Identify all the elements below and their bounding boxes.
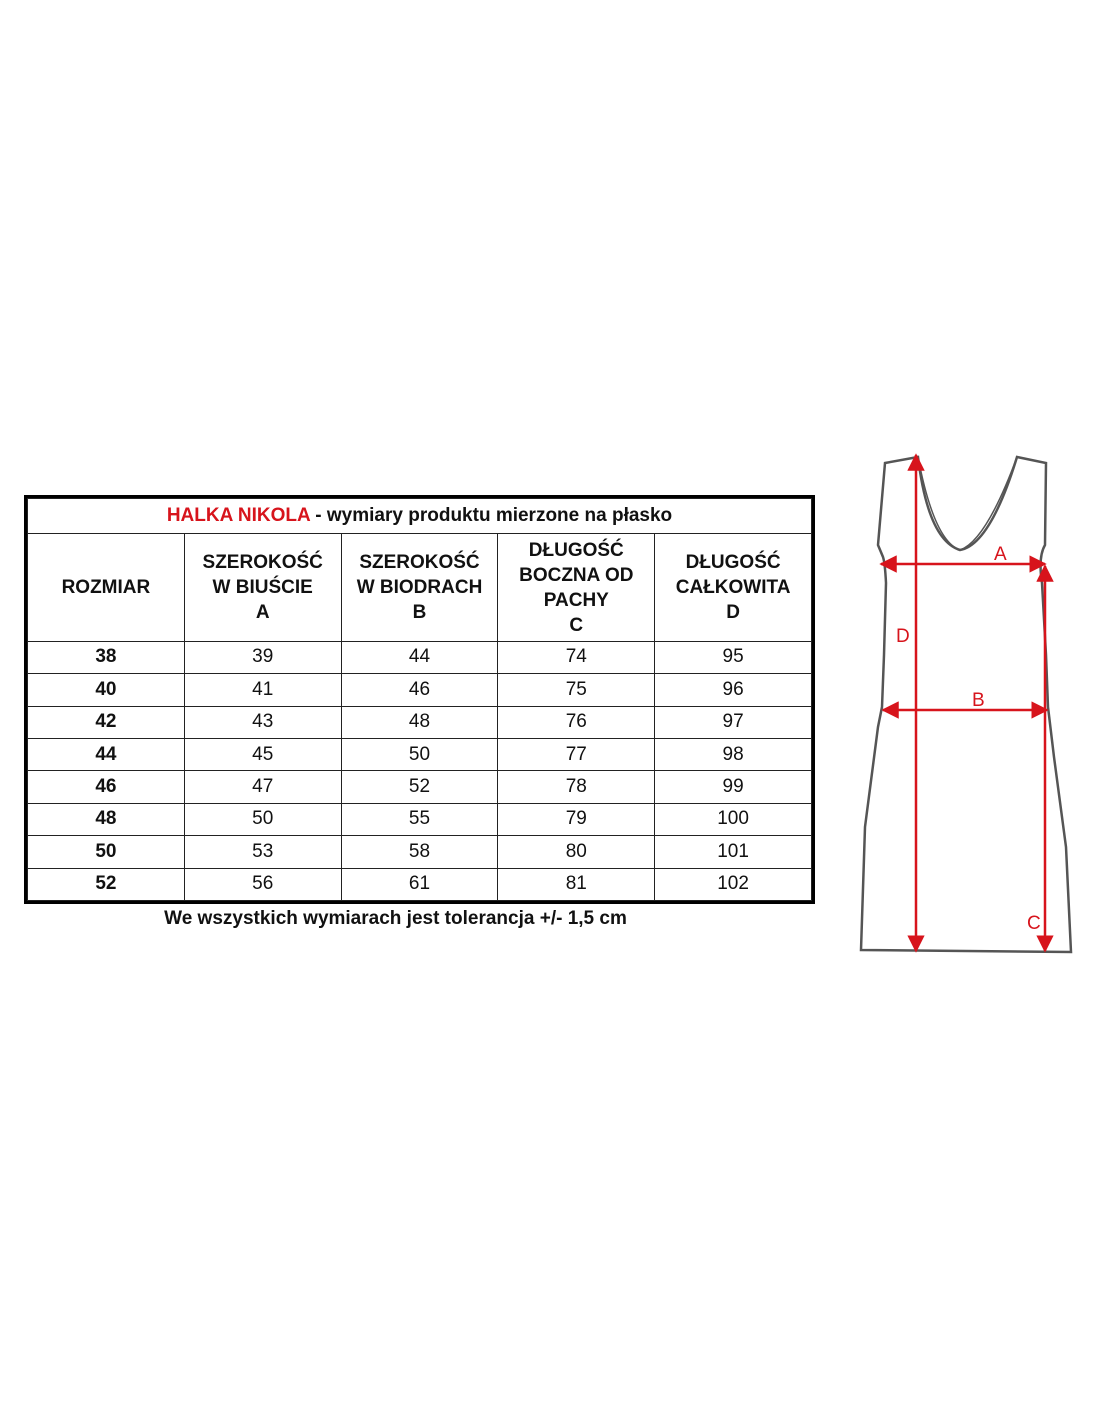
bust-cell: 53: [184, 836, 341, 868]
size-cell: 52: [28, 868, 185, 901]
side-length-cell: 75: [498, 674, 655, 706]
hip-cell: 50: [341, 738, 498, 770]
total-length-cell: 102: [655, 868, 812, 901]
table-row: [28, 738, 812, 770]
table-row: [28, 771, 812, 803]
size-cell: 46: [28, 771, 185, 803]
size-cell: 44: [28, 738, 185, 770]
bust-cell: 45: [184, 738, 341, 770]
side-length-cell: 77: [498, 738, 655, 770]
label-d: D: [896, 626, 910, 647]
total-length-cell: 101: [655, 836, 812, 868]
bust-cell: 43: [184, 706, 341, 738]
table-row: [28, 868, 812, 901]
label-b: B: [972, 690, 985, 711]
size-cell: 50: [28, 836, 185, 868]
size-cell: 38: [28, 641, 185, 673]
total-length-cell: 100: [655, 803, 812, 835]
table-row: [28, 641, 812, 673]
label-c: C: [1027, 913, 1041, 934]
total-length-cell: 97: [655, 706, 812, 738]
dress-diagram: [848, 445, 1088, 970]
bust-cell: 50: [184, 803, 341, 835]
hip-cell: 55: [341, 803, 498, 835]
header-bust-width: SZEROKOŚĆ W BIUŚCIE A: [184, 534, 341, 641]
side-length-cell: 78: [498, 771, 655, 803]
hip-cell: 44: [341, 641, 498, 673]
header-total-length: DŁUGOŚĆ CAŁKOWITA D: [655, 534, 812, 641]
label-a: A: [994, 544, 1007, 565]
table-title: [28, 499, 812, 534]
side-length-cell: 81: [498, 868, 655, 901]
header-hip-width: SZEROKOŚĆ W BIODRACH B: [341, 534, 498, 641]
size-cell: 40: [28, 674, 185, 706]
hip-cell: 46: [341, 674, 498, 706]
total-length-cell: 96: [655, 674, 812, 706]
hip-cell: 52: [341, 771, 498, 803]
bust-cell: 47: [184, 771, 341, 803]
table-row: [28, 803, 812, 835]
side-length-cell: 74: [498, 641, 655, 673]
total-length-cell: 95: [655, 641, 812, 673]
size-cell: 42: [28, 706, 185, 738]
table-subtitle: - wymiary produktu mierzone na płasko: [310, 505, 673, 527]
side-length-cell: 79: [498, 803, 655, 835]
total-length-cell: 98: [655, 738, 812, 770]
product-name: HALKA NIKOLA: [166, 505, 311, 527]
hip-cell: 48: [341, 706, 498, 738]
dress-neck-inner: [918, 457, 1017, 550]
hip-cell: 61: [341, 868, 498, 901]
size-table: [24, 495, 815, 904]
total-length-cell: 99: [655, 771, 812, 803]
bust-cell: 39: [184, 641, 341, 673]
tolerance-note: We wszystkich wymiarach jest tolerancja +/- 1,5 cm: [164, 908, 627, 929]
table-row: [28, 674, 812, 706]
hip-cell: 58: [341, 836, 498, 868]
dress-outline: [861, 457, 1071, 952]
table-row: [28, 836, 812, 868]
side-length-cell: 76: [498, 706, 655, 738]
header-row: [28, 534, 812, 641]
size-cell: 48: [28, 803, 185, 835]
header-size: ROZMIAR: [28, 534, 185, 641]
bust-cell: 41: [184, 674, 341, 706]
table-row: [28, 706, 812, 738]
side-length-cell: 80: [498, 836, 655, 868]
header-side-length: DŁUGOŚĆ BOCZNA OD PACHY C: [498, 534, 655, 641]
bust-cell: 56: [184, 868, 341, 901]
